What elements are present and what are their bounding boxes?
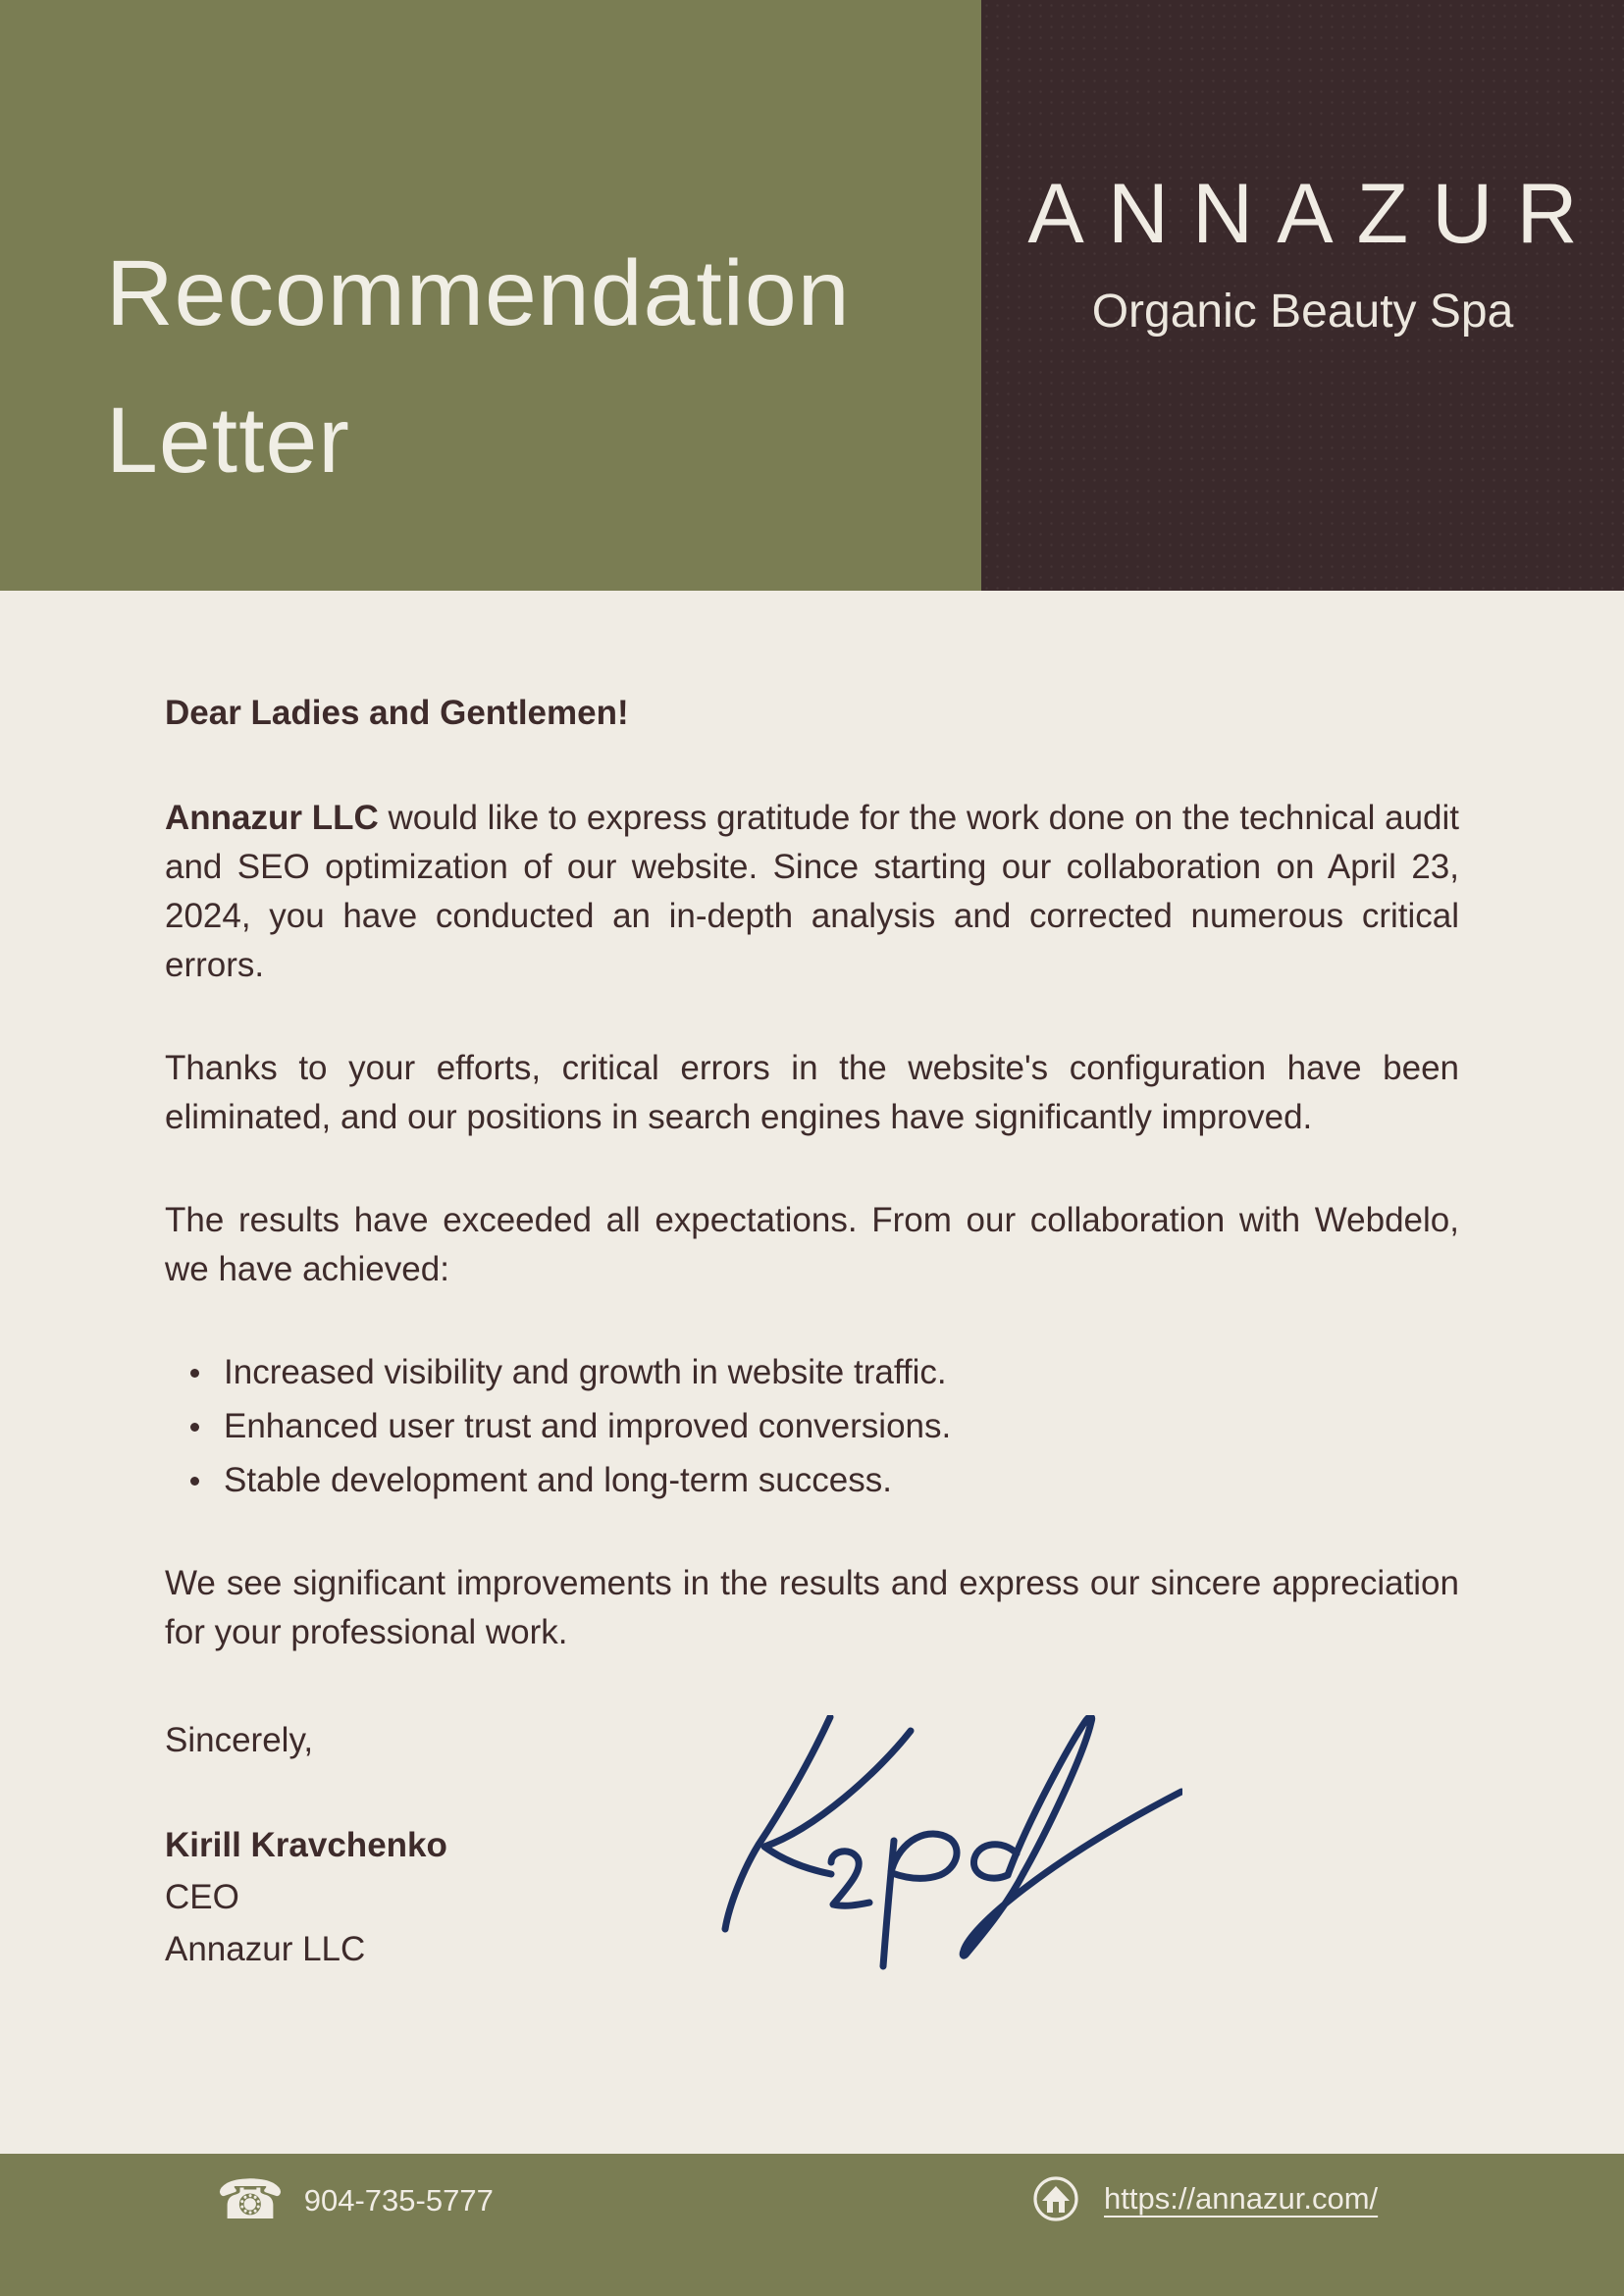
phone-icon: ☎ bbox=[216, 2168, 285, 2232]
paragraph-2: Thanks to your efforts, critical errors in the website's configuration have been eliminated, and our positions in search engines have significantly improved. bbox=[165, 1049, 1459, 1136]
header bbox=[0, 0, 1624, 591]
footer bbox=[0, 2154, 1624, 2296]
list-item: Enhanced user trust and improved conversions. bbox=[165, 1402, 1459, 1451]
brand-block bbox=[981, 0, 1624, 591]
paragraph-3: The results have exceeded all expectations. From our collaboration with Webdelo, we have achieved: bbox=[165, 1201, 1459, 1288]
phone-contact bbox=[216, 2168, 494, 2232]
signature bbox=[721, 1715, 1182, 1970]
brand-name: ANNAZUR bbox=[1027, 167, 1601, 261]
greeting: Dear Ladies and Gentlemen! bbox=[165, 694, 629, 732]
phone-number: 904-735-5777 bbox=[303, 2183, 494, 2218]
paragraph-1 bbox=[165, 794, 1459, 990]
paragraph-1-lead: Annazur LLC bbox=[165, 799, 379, 837]
signer-company: Annazur LLC bbox=[165, 1930, 366, 1968]
brand-tagline: Organic Beauty Spa bbox=[1091, 286, 1514, 338]
page-title bbox=[106, 220, 851, 514]
signer-name: Kirill Kravchenko bbox=[165, 1826, 447, 1864]
list-item: Stable development and long-term success. bbox=[165, 1456, 1459, 1505]
website-link[interactable]: https://annazur.com/ bbox=[1104, 2181, 1379, 2216]
list-item: Increased visibility and growth in website traffic. bbox=[165, 1348, 1459, 1397]
page-title-line2: Letter bbox=[106, 388, 350, 493]
page-title-line1: Recommendation bbox=[106, 240, 851, 345]
achievements-list bbox=[165, 1348, 1459, 1505]
signer-title: CEO bbox=[165, 1878, 239, 1916]
closing-salutation: Sincerely, bbox=[165, 1721, 314, 1759]
home-icon bbox=[1032, 2175, 1079, 2222]
paragraph-1-rest: would like to express gratitude for the work done on the technical audit and SEO optimization of our website. Since starting our collaboration on April 23, 2024, you have conducted an in-depth analysis and corrected numerous critical errors. bbox=[165, 799, 1459, 984]
paragraph-4: We see significant improvements in the results and express our sincere appreciation for your professional work. bbox=[165, 1564, 1459, 1651]
website-contact bbox=[1032, 2175, 1378, 2222]
